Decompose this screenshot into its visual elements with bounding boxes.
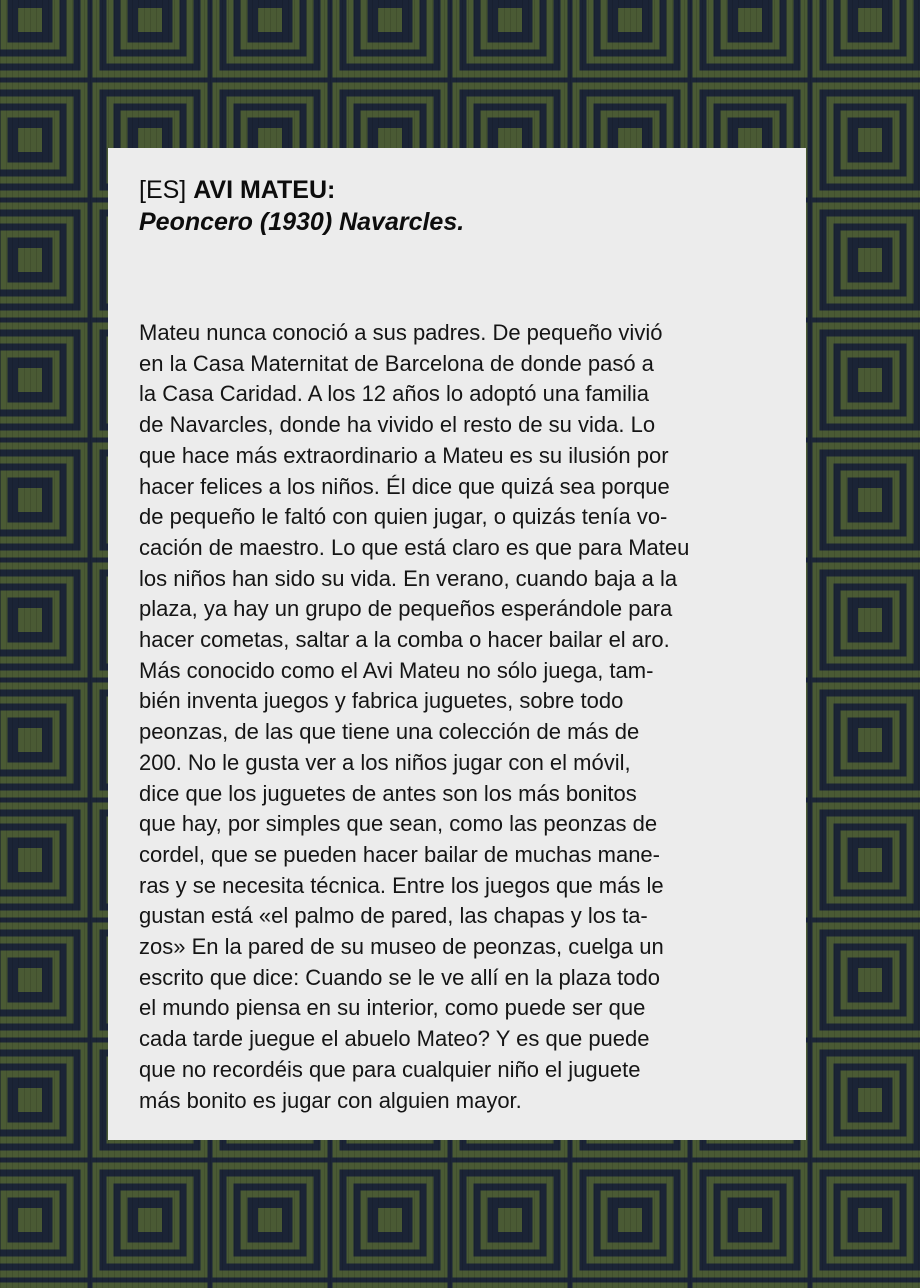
body-line: de Navarcles, donde ha vivido el resto de su vida. Lo	[139, 412, 656, 438]
body-line: cada tarde juegue el abuelo Mateo? Y es que puede	[139, 1026, 650, 1052]
body-line: de pequeño le faltó con quien jugar, o quizás tenía vo-	[139, 504, 668, 530]
body-line: que hace más extraordinario a Mateu es su ilusión por	[139, 442, 669, 468]
biography-text	[139, 318, 776, 1116]
body-line: que hay, por simples que sean, como las peonzas de	[139, 811, 658, 837]
body-line: más bonito es jugar con alguien mayor.	[139, 1087, 522, 1113]
body-line: 200. No le gusta ver a los niños jugar con el móvil,	[139, 749, 631, 775]
card-subtitle: Peoncero (1930) Navarcles.	[139, 208, 465, 236]
text-card	[108, 148, 806, 1140]
language-tag: [ES]	[139, 176, 187, 204]
body-line: hacer felices a los niños. Él dice que quizá sea porque	[139, 473, 670, 499]
body-line: que no recordéis que para cualquier niño el juguete	[139, 1056, 641, 1082]
body-line: cordel, que se pueden hacer bailar de muchas mane-	[139, 841, 660, 867]
body-line: Mateu nunca conoció a sus padres. De pequeño vivió	[139, 320, 663, 345]
body-line: escrito que dice: Cuando se le ve allí en la plaza todo	[139, 964, 660, 990]
person-name: AVI MATEU:	[193, 176, 336, 204]
body-line: el mundo piensa en su interior, como puede ser que	[139, 995, 646, 1021]
body-line: hacer cometas, saltar a la comba o hacer bailar el aro.	[139, 627, 670, 653]
body-line: peonzas, de las que tiene una colección de más de	[139, 719, 640, 745]
body-line: la Casa Caridad. A los 12 años lo adoptó una familia	[139, 381, 649, 407]
body-line: Más conocido como el Avi Mateu no sólo juega, tam-	[139, 657, 654, 683]
body-line: bién inventa juegos y fabrica juguetes, sobre todo	[139, 688, 624, 714]
body-line: dice que los juguetes de antes son los más bonitos	[139, 780, 637, 806]
body-line: plaza, ya hay un grupo de pequeños esperándole para	[139, 596, 673, 622]
body-line: ras y se necesita técnica. Entre los juegos que más le	[139, 872, 664, 898]
body-line: cación de maestro. Lo que está claro es que para Mateu	[139, 534, 690, 560]
body-line: los niños han sido su vida. En verano, cuando baja a la	[139, 565, 678, 591]
card-heading	[139, 174, 776, 206]
body-line: en la Casa Maternitat de Barcelona de donde pasó a	[139, 350, 654, 376]
body-line: gustan está «el palmo de pared, las chapas y los ta-	[139, 903, 648, 929]
body-line: zos» En la pared de su museo de peonzas, cuelga un	[139, 934, 664, 960]
